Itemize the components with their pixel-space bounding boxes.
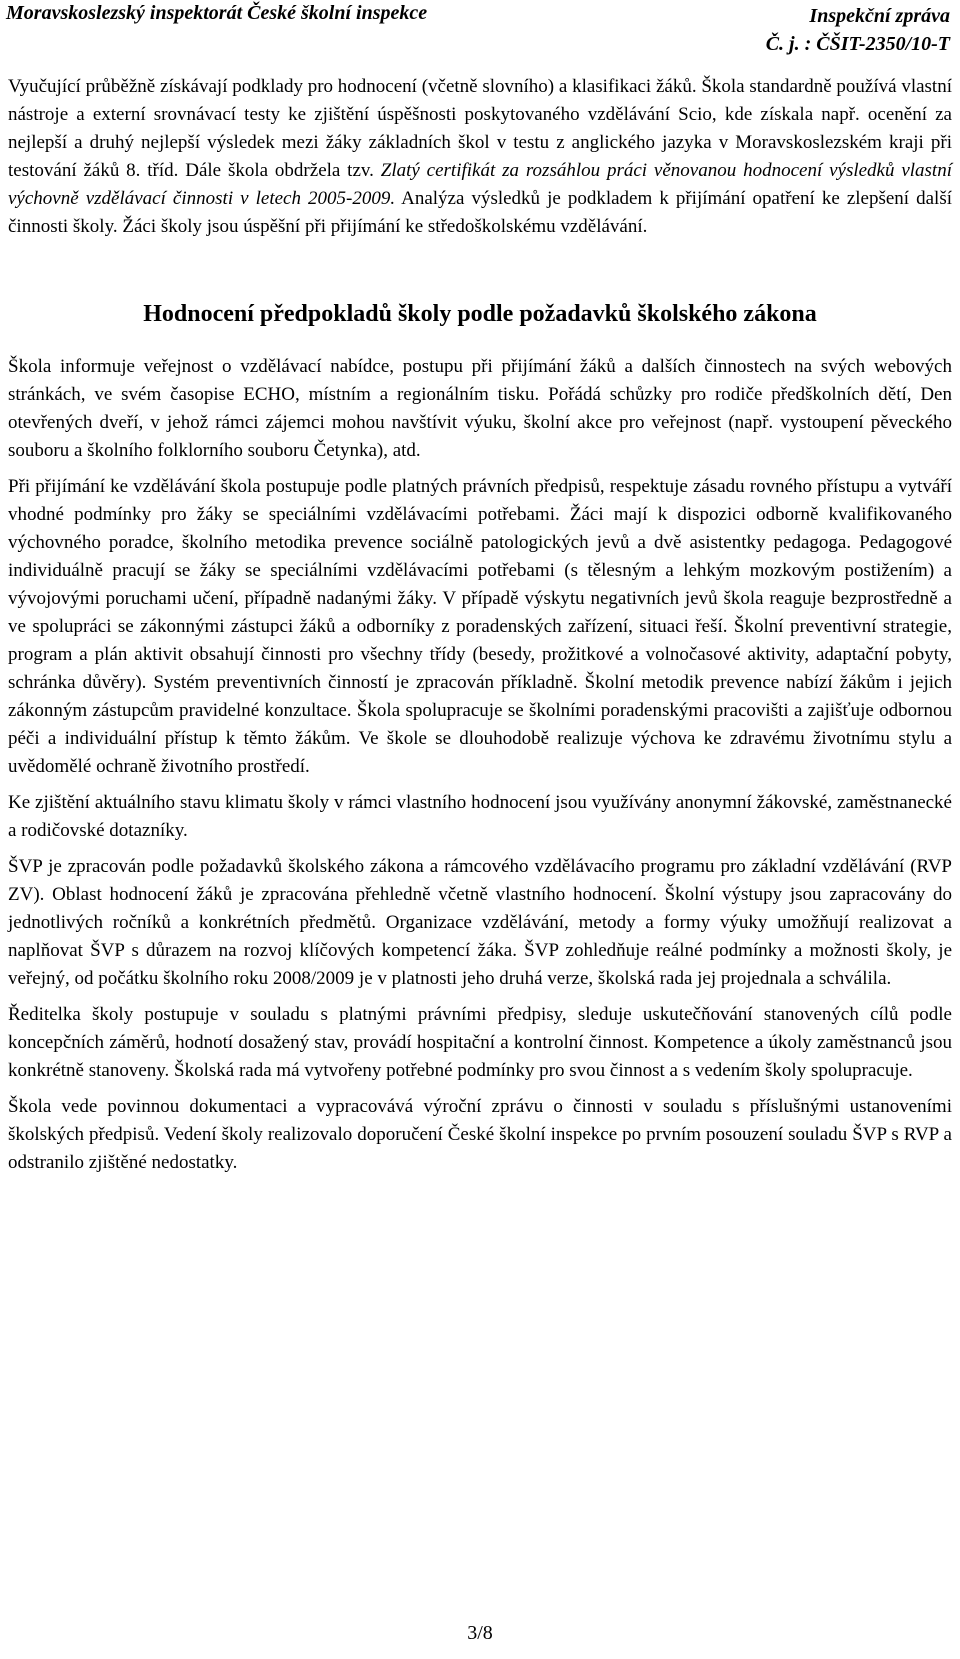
paragraph-assessment <box>8 73 952 241</box>
paragraph-text: Vyučující průběžně získávají podklady pro hodnocení (včetně slovního) a klasifikaci žáků. Škola standardně používá vlastní nástroje a externí srovnávací testy ke zjištění úspěšnosti poskytovaného vzdělávání Scio, kde získala např. ocenění za nejlepší a druhý nejlepší výsledek mezi žáky základních škol v testu z anglického jazyka v Moravskoslezském kraji při testování žáků 8. tříd. Dále škola obdržela tzv. <box>8 76 952 181</box>
paragraph-documentation: Škola vede povinnou dokumentaci a vypracovává výroční zprávu o činnosti v souladu s příslušnými ustanoveními školských předpisů. Vedení školy realizovalo doporučení České školní inspekce po prvním posouzení souladu ŠVP s RVP a odstranilo zjištěné nedostatky. <box>8 1096 952 1173</box>
report-id-block <box>766 2 950 58</box>
document-body <box>8 73 952 1185</box>
paragraph-admissions: Při přijímání ke vzdělávání škola postupuje podle platných právních předpisů, respektuje zásadu rovného přístupu a vytváří vhodné podmínky pro žáky se speciálními vzdělávacími potřebami. Žáci mají k dispozici odborně kvalifikovaného výchovného poradce, školního metodika prevence sociálně patologických jevů a dvě asistentky pedagoga. Pedagogové individuálně pracují se žáky se speciálními vzdělávacími potřebami (s tělesným a lehkým mozkovým postižením) a vývojovými poruchami učení, případně nadanými žáky. V případě výskytu negativních jevů škola reaguje bezprostředně a ve spolupráci se zákonnými zástupci žáků a odborníky z poradenských zařízení, situaci řeší. Školní preventivní strategie, program a plán aktivit obsahují činnosti pro všechny třídy (besedy, prožitkové a volnočasové aktivity, adaptační pobyty, schránka důvěry). Systém preventivních činností je zpracován příkladně. Školní metodik prevence nabízí žákům i jejich zákonným zástupcům pravidelné konzultace. Škola spolupracuje se školními poradenskými pracovišti a zajišťuje odbornou péči a individuální přístup k těmto žákům. Ve škole se dlouhodobě realizuje výchova ke zdravému životnímu stylu a uvědomělé ochraně životního prostředí. <box>8 476 952 777</box>
paragraph-public-info: Škola informuje veřejnost o vzdělávací nabídce, postupu při přijímání žáků a dalších činnostech na svých webových stránkách, ve svém časopise ECHO, místním a regionálním tisku. Pořádá schůzky pro rodiče předškolních dětí, Den otevřených dveří, v jehož rámci zájemci mohou navštívit výuku, školní akce pro veřejnost (např. vystoupení pěveckého souboru a školního folklorního souboru Četynka), atd. <box>8 356 952 461</box>
page-number: 3/8 <box>467 1622 493 1644</box>
section-heading: Hodnocení předpokladů školy podle požadavků školského zákona <box>143 301 817 327</box>
reference-number: Č. j. : ČŠIT-2350/10-T <box>765 33 950 55</box>
page-header <box>0 0 960 78</box>
paragraph-text: Analýza výsledků je podkladem k přijímání opatření ke zlepšení další činnosti školy. Žáci školy jsou úspěšní při přijímání ke středoškolskému vzdělávání. <box>8 188 953 237</box>
paragraph-climate: Ke zjištění aktuálního stavu klimatu školy v rámci vlastního hodnocení jsou využívány anonymní žákovské, zaměstnanecké a rodičovské dotazníky. <box>8 792 952 841</box>
inspectorate-name: Moravskoslezský inspektorát České školní inspekce <box>6 2 428 24</box>
certificate-italic-text: Zlatý certifikát za rozsáhlou práci věnovanou hodnocení výsledků vlastní výchovně vzdělávací činnosti v letech 2005-2009. <box>8 160 952 209</box>
paragraph-director: Ředitelka školy postupuje v souladu s platnými právními předpisy, sleduje uskutečňování stanovených cílů podle koncepčních záměrů, hodnotí dosažený stav, provádí hospitační a kontrolní činnost. Kompetence a úkoly zaměstnanců jsou konkrétně stanoveny. Školská rada má vytvořeny potřebné podmínky pro svou činnost a s vedením školy spolupracuje. <box>8 1004 952 1081</box>
paragraph-svp: ŠVP je zpracován podle požadavků školského zákona a rámcového vzdělávacího programu pro základní vzdělávání (RVP ZV). Oblast hodnocení žáků je zpracována přehledně včetně vlastního hodnocení. Školní výstupy jsou zapracovány do jednotlivých ročníků a konkrétních předmětů. Organizace vzdělávání, metody a formy výuky umožňují realizovat a naplňovat ŠVP s důrazem na rozvoj klíčových kompetencí žáka. ŠVP zohledňuje reálné podmínky a možnosti školy, je veřejný, od počátku školního roku 2008/2009 je v platnosti jeho druhá verze, školská rada jej projednala a schválila. <box>8 856 952 989</box>
report-type: Inspekční zpráva <box>809 5 950 27</box>
